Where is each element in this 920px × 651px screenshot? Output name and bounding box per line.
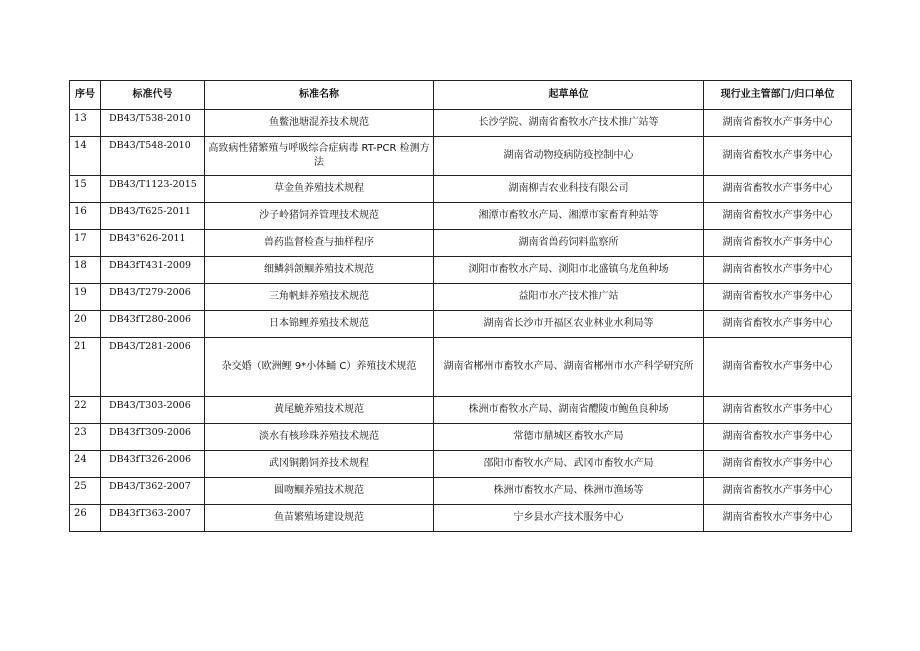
- table-header-row: [70, 81, 852, 110]
- cell-drafter: 益阳市水产技术推广站: [434, 284, 704, 311]
- cell-seq: 19: [70, 284, 101, 311]
- table-row: [70, 137, 852, 176]
- cell-seq: 13: [70, 110, 101, 137]
- cell-name: 鱼鳖池塘混养技术规范: [205, 110, 434, 137]
- header-dept: 现行业主管部门/归口单位: [704, 81, 852, 110]
- cell-seq: 24: [70, 451, 101, 478]
- header-seq: 序号: [70, 81, 101, 110]
- cell-dept: 湖南省畜牧水产事务中心: [704, 230, 852, 257]
- table-row: [70, 257, 852, 284]
- cell-name: 细鳞斜颌鲴养殖技术规范: [205, 257, 434, 284]
- table-row: [70, 451, 852, 478]
- table-row: [70, 110, 852, 137]
- cell-name: 武冈铜鹅饲养技术规程: [205, 451, 434, 478]
- cell-code: DB43fT431-2009: [101, 257, 205, 284]
- table-row: [70, 505, 852, 532]
- cell-drafter: 湖南省郴州市畜牧水产局、湖南省郴州市水产科学研究所: [434, 338, 704, 397]
- cell-dept: 湖南省畜牧水产事务中心: [704, 311, 852, 338]
- header-code: 标准代号: [101, 81, 205, 110]
- cell-name: 黄尾鮠养殖技术规范: [205, 397, 434, 424]
- cell-name: 高致病性猪繁殖与呼吸综合症病毒 RT-PCR 检测方法: [205, 137, 434, 176]
- cell-dept: 湖南省畜牧水产事务中心: [704, 397, 852, 424]
- cell-drafter: 邵阳市畜牧水产局、武冈市畜牧水产局: [434, 451, 704, 478]
- table-row: [70, 478, 852, 505]
- cell-code: DB43fT309-2006: [101, 424, 205, 451]
- cell-seq: 25: [70, 478, 101, 505]
- cell-drafter: 湖南省长沙市开福区农业林业水利局等: [434, 311, 704, 338]
- cell-name: 日本锦鲤养殖技术规范: [205, 311, 434, 338]
- cell-dept: 湖南省畜牧水产事务中心: [704, 451, 852, 478]
- cell-drafter: 湖南柳吉农业科技有限公司: [434, 176, 704, 203]
- cell-seq: 17: [70, 230, 101, 257]
- cell-dept: 湖南省畜牧水产事务中心: [704, 338, 852, 397]
- cell-drafter: 浏阳市畜牧水产局、浏阳市北盛镇乌龙鱼种场: [434, 257, 704, 284]
- table-row: [70, 397, 852, 424]
- table-row: [70, 203, 852, 230]
- cell-name: 沙子岭猪饲养管理技术规范: [205, 203, 434, 230]
- cell-name: 三角帆蚌养殖技术规范: [205, 284, 434, 311]
- cell-code: DB43/T625-2011: [101, 203, 205, 230]
- cell-code: DB43/T548-2010: [101, 137, 205, 176]
- cell-drafter: 湘潭市畜牧水产局、湘潭市家畜育种站等: [434, 203, 704, 230]
- standards-table: [69, 80, 852, 532]
- cell-drafter: 湖南省兽药饲料监察所: [434, 230, 704, 257]
- table-row: [70, 230, 852, 257]
- cell-seq: 22: [70, 397, 101, 424]
- cell-dept: 湖南省畜牧水产事务中心: [704, 137, 852, 176]
- cell-seq: 23: [70, 424, 101, 451]
- cell-code: DB43/T279-2006: [101, 284, 205, 311]
- cell-code: DB43/T303-2006: [101, 397, 205, 424]
- cell-drafter: 株洲市畜牧水产局、株洲市渔场等: [434, 478, 704, 505]
- cell-code: DB43/T362-2007: [101, 478, 205, 505]
- cell-code: DB43fT326-2006: [101, 451, 205, 478]
- cell-code: DB43fT363-2007: [101, 505, 205, 532]
- cell-drafter: 株洲市畜牧水产局、湖南省醴陵市鲍鱼良种场: [434, 397, 704, 424]
- header-drafter: 起草单位: [434, 81, 704, 110]
- cell-name: 圆吻鲴养殖技术规范: [205, 478, 434, 505]
- cell-name: 草金鱼养殖技术规程: [205, 176, 434, 203]
- cell-dept: 湖南省畜牧水产事务中心: [704, 110, 852, 137]
- header-name: 标准名称: [205, 81, 434, 110]
- cell-dept: 湖南省畜牧水产事务中心: [704, 257, 852, 284]
- cell-code: DB43/T281-2006: [101, 338, 205, 397]
- cell-seq: 15: [70, 176, 101, 203]
- cell-seq: 16: [70, 203, 101, 230]
- cell-seq: 21: [70, 338, 101, 397]
- cell-code: DB43fT280-2006: [101, 311, 205, 338]
- table-row: [70, 311, 852, 338]
- cell-dept: 湖南省畜牧水产事务中心: [704, 284, 852, 311]
- cell-name: 杂交婚（欧洲鲤 9*小体鲬 C）养殖技术规范: [205, 338, 434, 397]
- cell-dept: 湖南省畜牧水产事务中心: [704, 478, 852, 505]
- cell-code: DB43/T538-2010: [101, 110, 205, 137]
- cell-drafter: 湖南省动物疫病防疫控制中心: [434, 137, 704, 176]
- cell-dept: 湖南省畜牧水产事务中心: [704, 505, 852, 532]
- cell-drafter: 宁乡县水产技术服务中心: [434, 505, 704, 532]
- cell-code: DB43"626-2011: [101, 230, 205, 257]
- cell-dept: 湖南省畜牧水产事务中心: [704, 176, 852, 203]
- cell-code: DB43/T1123-2015: [101, 176, 205, 203]
- table-row: [70, 176, 852, 203]
- table-row: [70, 284, 852, 311]
- cell-drafter: 常德市鼎城区畜牧水产局: [434, 424, 704, 451]
- cell-seq: 18: [70, 257, 101, 284]
- cell-dept: 湖南省畜牧水产事务中心: [704, 203, 852, 230]
- cell-name: 鱼苗繁殖场建设规范: [205, 505, 434, 532]
- cell-name: 兽药监督检查与抽样程序: [205, 230, 434, 257]
- cell-seq: 14: [70, 137, 101, 176]
- cell-dept: 湖南省畜牧水产事务中心: [704, 424, 852, 451]
- table-row: [70, 338, 852, 397]
- cell-name: 淡水有核珍珠养殖技术规范: [205, 424, 434, 451]
- cell-seq: 26: [70, 505, 101, 532]
- cell-seq: 20: [70, 311, 101, 338]
- cell-drafter: 长沙学院、湖南省畜牧水产技术推广站等: [434, 110, 704, 137]
- table-row: [70, 424, 852, 451]
